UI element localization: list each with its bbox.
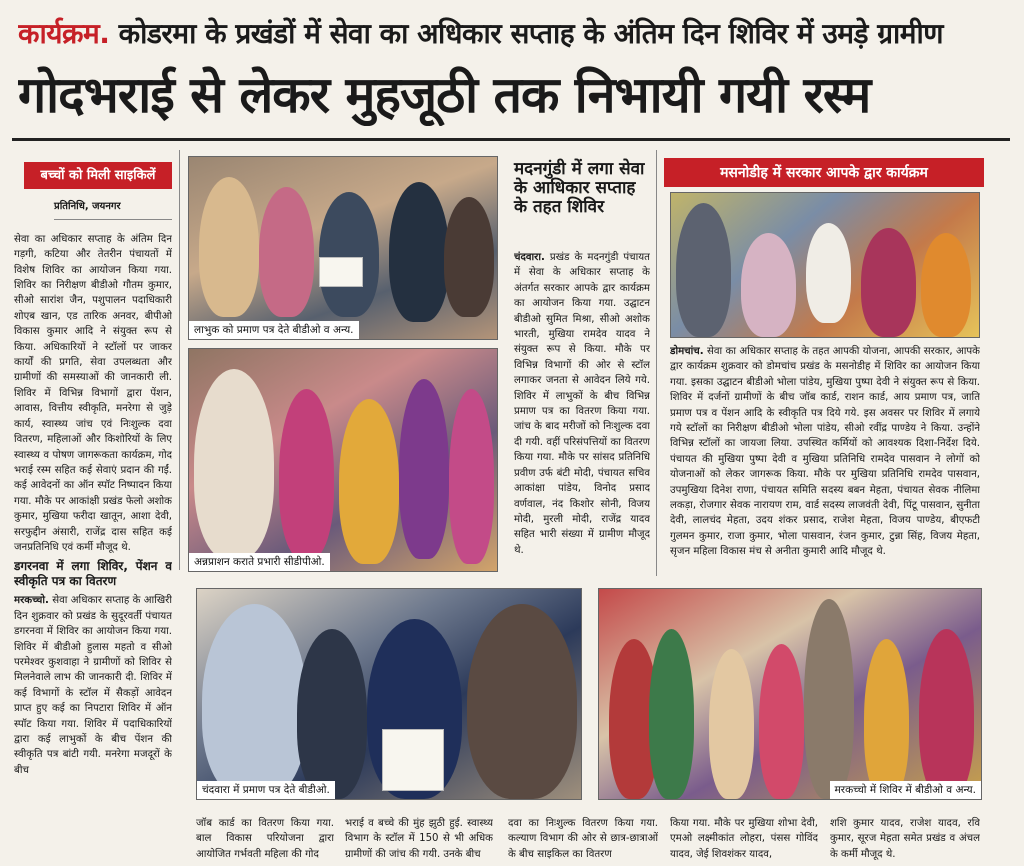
right-story-banner: मसनोडीह में सरकार आपके द्वार कार्यक्रम — [664, 158, 984, 187]
kicker — [18, 14, 1008, 52]
middle-story-text: प्रखंड के मदनगुंडी पंचायत में सेवा के अधिकार सप्ताह के अंतर्गत सरकार आपके द्वार कार्यक्रम का आयोजन किया गया. उद्घाटन बीडीओ सुमित मिश्रा, सीओ अशोक भारती, मुखिया रामदेव यादव ने संयुक्त रूप से किया. मौके पर विभिन्न विभागों की ओर से स्टॉल लगाकर जनता से आवेदन लिये गये. शिविर में लाभुकों के बीच विभिन्न प्रमाण पत्र का वितरण किया गया. जांच के बाद मरीजों को निःशुल्क दवा दी गयी. वहीं परिसंपत्तियों का वितरण किया गया. मौके पर सांसद प्रतिनिधि प्रवीण उर्फ बंटी मोदी, पंचायत सचिव आकांक्षा पांडेय, विनोद प्रसाद वर्णवाल, नंद किशोर सोनी, विजय मोदी, मुरली मोदी, राजेंद्र यादव सहित भारी संख्या में ग्रामीण मौजूद थे. — [514, 252, 650, 556]
bottom-column-1: जॉब कार्ड का वितरण किया गया. बाल विकास परियोजना द्वारा आयोजित गर्भवती महिला की गोद — [196, 818, 334, 860]
main-headline: गोदभराई से लेकर मुहजूठी तक निभायी गयी रस्म — [18, 66, 871, 124]
middle-story-headline: मदनगुंडी में लगा सेवा के आधिकार सप्ताह के तहत शिविर — [514, 159, 645, 217]
left-body-2 — [14, 593, 172, 778]
bottom-column-5: शशि कुमार यादव, राजेश यादव, रवि कुमार, सूरज मेहता समेत प्रखंड व अंचल के कर्मी मौजूद थे. — [830, 818, 980, 860]
kicker-label: कार्यक्रम. — [18, 17, 110, 50]
photo-certificate — [188, 156, 498, 340]
right-story-body — [670, 344, 980, 574]
left-dateline: मरकच्चो. — [14, 595, 49, 607]
right-story-text: सेवा का अधिकार सप्ताह के तहत आपकी योजना, आपकी सरकार, आपके द्वार कार्यक्रम शुक्रवार को डोमचांच प्रखंड के मसनोडीह में शिविर का आयोजन किया गया. इसका उद्घाटन बीडीओ भोला पांडेय, मुखिया पुष्पा देवी ने संयुक्त रूप से किया. शिविर में दर्जनों ग्रामीणों के बीच जॉब कार्ड, राशन कार्ड, आय प्रमाण पत्र, जाति प्रमाण पत्र व पेंशन आदि के स्वीकृति पत्र दिये गये. इस अवसर पर शिविर में लगाये गये स्टॉलों का निरीक्षण बीडीओ भोला पांडेय, सीओ रवींद्र पाण्डेय ने किया. उन्होंने विभिन्न स्टॉलों का जायजा लिया. उपस्थित कर्मियों को आवश्यक दिशा-निर्देश दिये. पंचायत की मुखिया पुष्पा देवी व मुखिया प्रतिनिधि रामदेव पासवान ने लोगों को योजनाओं को लेकर जागरूक किया. मौके पर मुखिया प्रतिनिधि रामदेव पासवान, उपमुखिया दिनेश राणा, पंचायत समिति सदस्य बबन मेहता, पंचायत सेवक नीलिमा लकड़ा, रोजगार सेवक नारायण राम, वार्ड सदस्य लाजवंती देवी, पिंटू पासवान, सुनीता देवी, लालचंद मेहता, उदय शंकर प्रसाद, राजेश मेहता, विजय पाण्डेय, बीएफटी गुलमन कुमार, राजा कुमार, भोला पासवान, रंजन कुमार, टुन्ना सिंह, विजय मेहता, सृजन महिला विकास मंच से अनीता कुमारी आदि मौजूद थे. — [670, 346, 980, 558]
photo-markachcho — [598, 588, 982, 800]
byline: प्रतिनिधि, जयनगर — [54, 199, 172, 219]
bottom-column-4: किया गया. मौके पर मुखिया शोभा देवी, एमओ लक्ष्मीकांत लोहरा, पंसस गोविंद यादव, जेई शिवशंकर यादव, — [670, 818, 818, 860]
right-dateline: डोमचांच. — [670, 346, 704, 357]
photo-chandwara-caption: चंदवारा में प्रमाण पत्र देते बीडीओ. — [197, 781, 335, 799]
photo-annaprashan-caption: अन्नप्राशन कराते प्रभारी सीडीपीओ. — [189, 553, 330, 571]
photo-chandwara — [196, 588, 582, 800]
bottom-column-3: दवा का निःशुल्क वितरण किया गया. कल्याण विभाग की ओर से छात्र-छात्राओं के बीच साइकिल का वितरण — [508, 818, 658, 860]
middle-dateline: चंदवारा. — [514, 252, 545, 263]
middle-story-body — [514, 250, 650, 576]
photo-certificate-caption: लाभुक को प्रमाण पत्र देते बीडीओ व अन्य. — [189, 321, 359, 339]
photo-markachcho-caption: मरकच्चो में शिविर में बीडीओ व अन्य. — [830, 781, 981, 799]
left-column — [14, 152, 172, 866]
photo-annaprashan — [188, 348, 498, 572]
column-divider — [179, 150, 180, 570]
header-rule — [12, 138, 1010, 141]
photo-masnodih — [670, 192, 980, 338]
bottom-column-2: भराई व बच्चे की मुंह झुठी हुई. स्वास्थ्य विभाग के स्टॉल में 150 से भी अधिक ग्रामीणों की जांच की गयी. उनके बीच — [345, 818, 493, 860]
left-subhead: डगरनवा में लगा शिविर, पेंशन व स्वीकृति पत्र का वितरण — [14, 559, 172, 589]
left-body-2-text: सेवा अधिकार सप्ताह के आखिरी दिन शुक्रवार को प्रखंड के सुदूरवर्ती पंचायत डगरनवा में शिविर का आयोजन किया गया. शिविर में बीडीओ हुलास महतो व सीओ परमेश्वर कुशवाहा ने ग्रामीणों को शिविर से मिलनेवाले लाभ की जानकारी दी. शिविर में कई विभागों के स्टॉल में सैकड़ों आवेदन प्राप्त हुए कई का निपटारा शिविर में ऑन स्पॉट किया गया. शिविर में पदाधिकारियों द्वारा कई लाभुकों के बीच पेंशन की स्वीकृति पत्र बांटी गयी. मनरेगा मजदूरों के बीच — [14, 595, 172, 776]
column-divider — [656, 150, 657, 576]
section-tag: बच्चों को मिली साइकिलें — [24, 162, 172, 189]
kicker-text: कोडरमा के प्रखंडों में सेवा का अधिकार सप्ताह के अंतिम दिन शिविर में उमड़े ग्रामीण — [118, 17, 943, 50]
left-body: सेवा का अधिकार सप्ताह के अंतिम दिन गड़गी, कटिया और तेतरीन पंचायतों में विशेष शिविर का आयोजन किया गया. शिविर का निरीक्षण बीडीओ गौतम कुमार, सीओ सारांश जैन, पशुपालन पदाधिकारी शोएब खान, एड तारिक अनवर, बीपीओ विकास कुमार आदि ने संयुक्त रूप से किया. अधिकारियों ने स्टॉलों पर जाकर कार्यों की प्रगति, सेवा उपलब्धता और ग्रामीणों की समस्याओं की जानकारी ली. शिविर में विभिन्न विभागों द्वारा पेंशन, आवास, वित्तीय स्वीकृति, मनरेगा से जुड़े कार्य, स्वास्थ्य जांच एवं निःशुल्क दवा वितरण, महिलाओं और किशोरियों के लिए स्वास्थ्य व पोषण जागरूकता कार्यक्रम, गोद भराई रस्म सहित कई सेवाएं प्रदान की गईं. कई आवेदनों का ऑन स्पॉट निष्पादन किया गया. मौके पर आकांक्षी प्रखंड फेलो अशोक कुमार, मुखिया फरीदा खातून, आशा देवी, सरफुद्दीन अंसारी, राजेंद्र दास सहित कई जनप्रतिनिधि एवं कर्मी मौजूद थे. — [14, 233, 172, 553]
